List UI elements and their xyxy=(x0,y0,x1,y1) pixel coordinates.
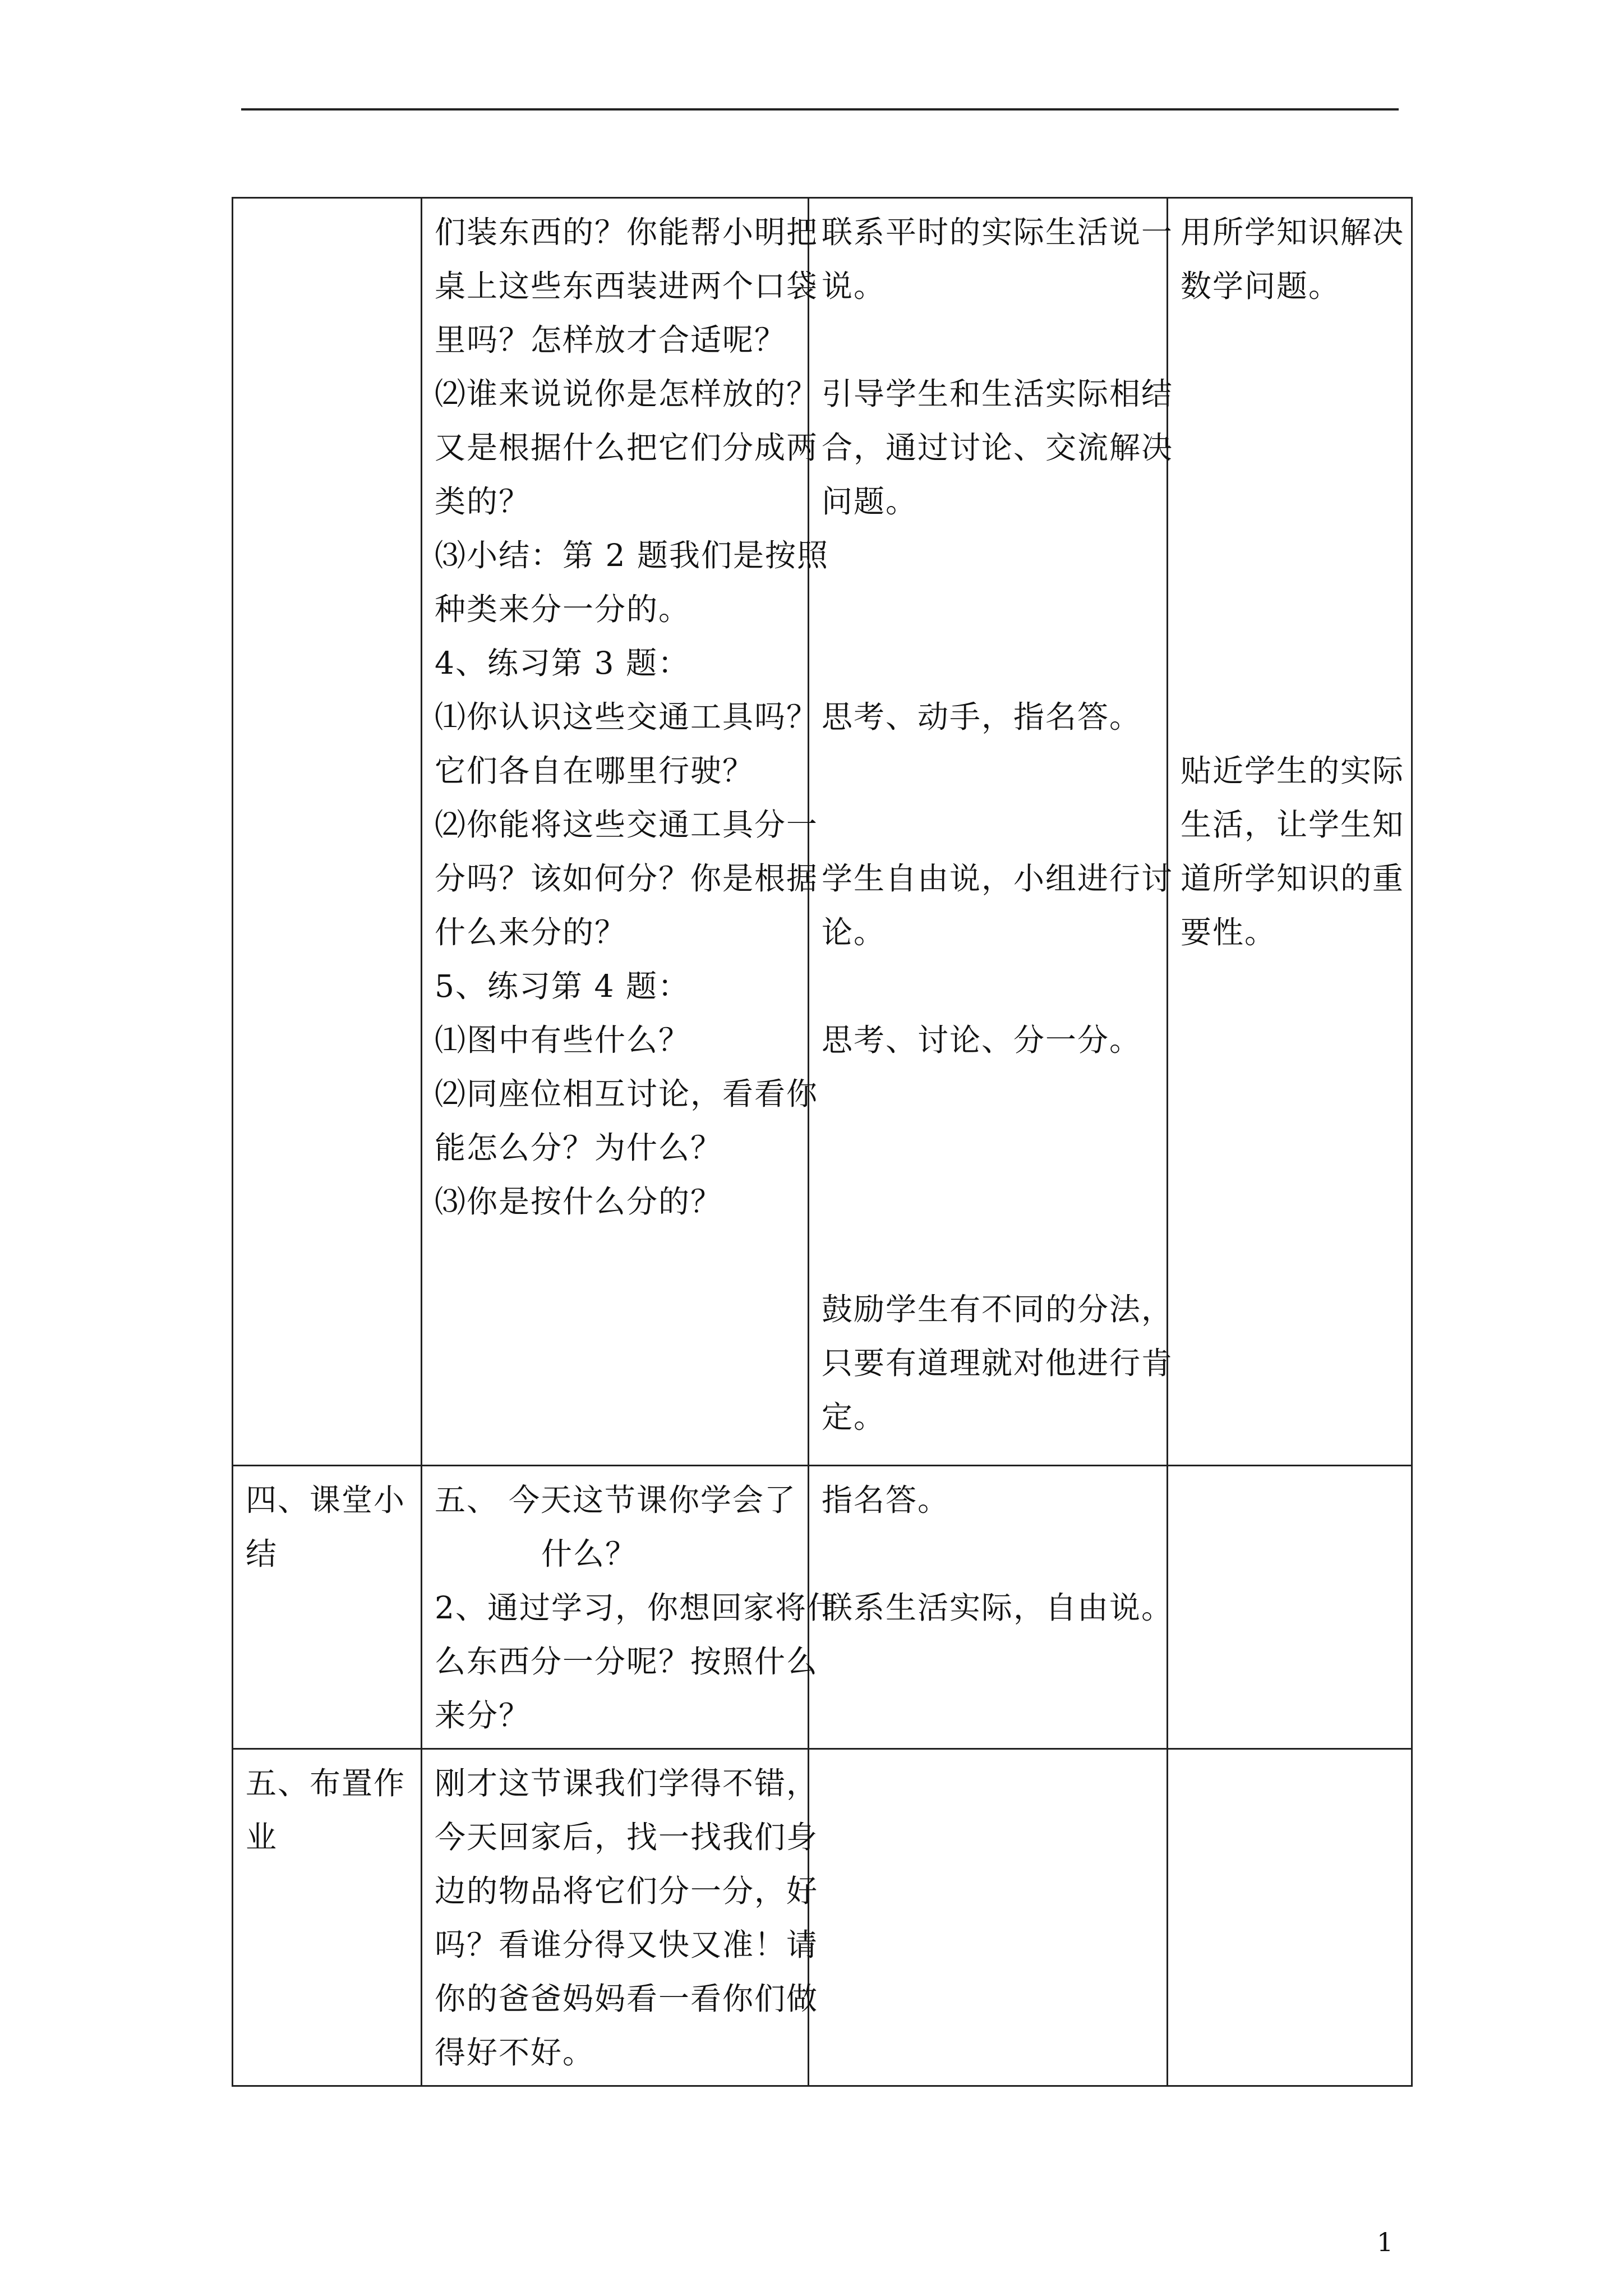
teacher-line: 能怎么分？为什么？ xyxy=(435,1130,723,1166)
teacher-line: ⑵同座位相互讨论，看看你 xyxy=(435,1076,819,1112)
student-line: 合，通过讨论、交流解决 xyxy=(822,430,1174,466)
intent-line: 数学问题。 xyxy=(1181,268,1341,304)
teacher-line: 你的爸爸妈妈看一看你们做 xyxy=(435,1981,819,2017)
teacher-line: 4、练习第 3 题： xyxy=(435,645,690,681)
student-activity-cell xyxy=(809,1749,1168,2086)
teacher-line: 来分？ xyxy=(435,1697,531,1733)
blank-line xyxy=(1181,475,1400,528)
teacher-line: 刚才这节课我们学得不错， xyxy=(435,1765,819,1801)
student-line: 只要有道理就对他进行肯 xyxy=(822,1345,1174,1381)
teacher-line: 今天这节课你学会了 xyxy=(508,1482,796,1518)
teacher-activity-cell xyxy=(422,198,829,1466)
student-activity-cell xyxy=(809,1466,1174,1749)
teacher-activity-cell xyxy=(422,1466,839,1749)
student-line: 思考、讨论、分一分。 xyxy=(822,1022,1142,1058)
student-line: 思考、动手，指名答。 xyxy=(822,699,1142,735)
teacher-line: 们装东西的？你能帮小明把 xyxy=(435,214,819,250)
teacher-line: ⑵你能将这些交通工具分一 xyxy=(435,807,819,843)
blank-line xyxy=(822,959,1155,1013)
blank-line xyxy=(1181,690,1400,744)
item-number: 五、 xyxy=(435,1482,499,1518)
teacher-line: ⑴你认识这些交通工具吗？ xyxy=(435,699,819,735)
teacher-line: 么东西分一分呢？按照什么 xyxy=(435,1644,819,1680)
header-rule xyxy=(241,108,1399,111)
student-line: 鼓励学生有不同的分法， xyxy=(822,1291,1174,1327)
student-line: 定。 xyxy=(822,1399,886,1435)
teacher-line: 吗？看谁分得又快又准！请 xyxy=(435,1927,819,1963)
teacher-line: 类的？ xyxy=(435,484,531,519)
stage-cell xyxy=(233,1466,422,1749)
design-intent-cell xyxy=(1168,1749,1412,2086)
student-line: 问题。 xyxy=(822,484,918,519)
blank-line xyxy=(822,313,1155,367)
lesson-plan-table xyxy=(232,197,1413,2087)
stage-cell xyxy=(233,198,422,1466)
teacher-line: ⑶小结：第 2 题我们是按照 xyxy=(435,537,829,573)
blank-line xyxy=(822,1121,1155,1175)
student-line: 学生自由说，小组进行讨 xyxy=(822,861,1174,896)
blank-line xyxy=(822,1067,1155,1121)
teacher-line: ⑴图中有些什么？ xyxy=(435,1022,691,1058)
intent-line: 生活，让学生知 xyxy=(1181,807,1405,843)
teacher-line: 边的物品将它们分一分，好 xyxy=(435,1873,819,1909)
teacher-line: 又是根据什么把它们分成两 xyxy=(435,430,819,466)
student-line: 联系平时的实际生活说一 xyxy=(822,214,1174,250)
teacher-line: 里吗？怎样放才合适呢？ xyxy=(435,322,787,358)
student-line: 论。 xyxy=(822,914,886,950)
teacher-line: ⑶你是按什么分的？ xyxy=(435,1184,723,1220)
teacher-line: 它们各自在哪里行驶？ xyxy=(435,753,755,789)
teacher-line: 5、练习第 4 题： xyxy=(435,968,690,1004)
stage-line: 四、课堂小 xyxy=(246,1482,406,1518)
intent-line: 要性。 xyxy=(1181,914,1277,950)
blank-line xyxy=(822,1527,1155,1581)
student-line: 联系生活实际，自由说。 xyxy=(822,1590,1174,1626)
blank-line xyxy=(822,744,1155,798)
student-line: 说。 xyxy=(822,268,886,304)
teacher-line: 什么来分的？ xyxy=(435,914,627,950)
table-row-homework xyxy=(233,1749,1412,2086)
teacher-line: 今天回家后，找一找我们身 xyxy=(435,1819,819,1855)
intent-line: 用所学知识解决 xyxy=(1181,214,1405,250)
student-line: 引导学生和生活实际相结 xyxy=(822,376,1174,412)
teacher-line: 得好不好。 xyxy=(435,2035,595,2070)
student-activity-cell xyxy=(809,198,1174,1466)
stage-cell xyxy=(233,1749,422,2086)
table-row-practice xyxy=(233,198,1412,1466)
teacher-line: 种类来分一分的。 xyxy=(435,591,691,627)
blank-line xyxy=(1181,313,1400,367)
blank-line xyxy=(822,636,1155,690)
teacher-line: 分吗？该如何分？你是根据 xyxy=(435,861,819,896)
blank-line xyxy=(822,1228,1155,1282)
student-line: 指名答。 xyxy=(822,1482,950,1518)
teacher-line: ⑵谁来说说你是怎样放的？ xyxy=(435,376,819,412)
blank-line xyxy=(822,1175,1155,1228)
teacher-line: 什么？ xyxy=(541,1536,638,1572)
blank-line xyxy=(822,582,1155,636)
stage-line: 结 xyxy=(246,1536,278,1572)
page-number: 1 xyxy=(1377,2227,1394,2257)
intent-line: 贴近学生的实际 xyxy=(1181,753,1405,789)
stage-line: 五、布置作 xyxy=(246,1765,406,1801)
blank-line xyxy=(822,798,1155,852)
design-intent-cell xyxy=(1168,198,1412,1466)
blank-line xyxy=(822,528,1155,582)
design-intent-cell xyxy=(1168,1466,1412,1749)
blank-line xyxy=(1181,367,1400,421)
numbered-item xyxy=(435,1473,796,1527)
teacher-activity-cell xyxy=(422,1749,819,2086)
blank-line xyxy=(1181,528,1400,582)
table-row-summary xyxy=(233,1466,1412,1749)
teacher-line: 桌上这些东西装进两个口袋 xyxy=(435,268,819,304)
stage-line: 业 xyxy=(246,1819,278,1855)
teacher-line: 2、通过学习，你想回家将什 xyxy=(435,1590,839,1626)
intent-line: 道所学知识的重 xyxy=(1181,861,1405,896)
blank-line xyxy=(1181,582,1400,636)
blank-line xyxy=(1181,421,1400,475)
blank-line xyxy=(1181,636,1400,690)
